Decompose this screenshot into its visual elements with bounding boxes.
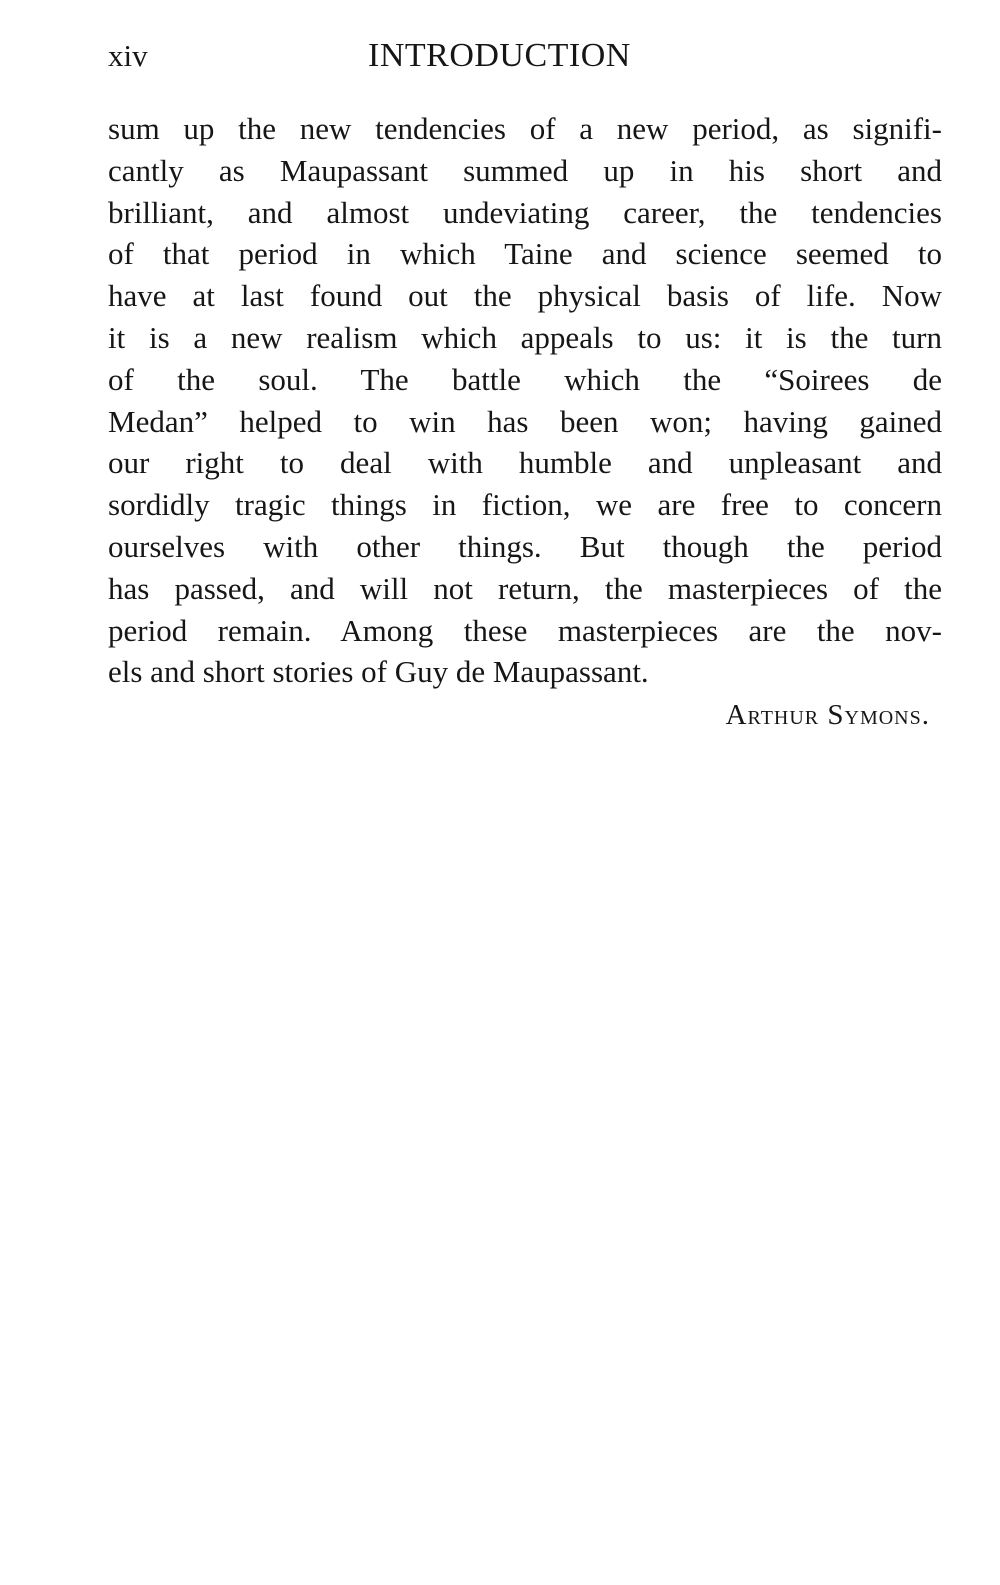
page-number: xiv xyxy=(108,38,148,73)
text-line: have at last found out the physical basis of life. Now xyxy=(108,278,942,314)
text-line: of that period in which Taine and science seemed to xyxy=(108,236,942,272)
text-line: cantly as Maupassant summed up in his short and xyxy=(108,152,942,188)
text-line: Medan” helped to win has been won; having gained xyxy=(108,403,942,439)
text-line: has passed, and will not return, the masterpieces of the xyxy=(108,570,942,606)
text-line: of the soul. The battle which the “Soirees de xyxy=(108,361,942,397)
text-line: it is a new realism which appeals to us: it is the turn xyxy=(108,319,942,355)
body-text xyxy=(108,108,942,693)
text-line: our right to deal with humble and unpleasant and xyxy=(108,445,942,481)
text-line: ourselves with other things. But though the period xyxy=(108,528,942,564)
author-signature: Arthur Symons. xyxy=(725,699,930,731)
text-line: brilliant, and almost undeviating career, the tendencies xyxy=(108,194,942,230)
running-head: INTRODUCTION xyxy=(368,37,631,74)
text-line: sordidly tragic things in fiction, we are free to concern xyxy=(108,487,942,523)
text-line: period remain. Among these masterpieces are the nov- xyxy=(108,612,942,648)
text-line: sum up the new tendencies of a new period, as signifi- xyxy=(108,111,942,146)
text-line: els and short stories of Guy de Maupassant. xyxy=(108,654,649,690)
